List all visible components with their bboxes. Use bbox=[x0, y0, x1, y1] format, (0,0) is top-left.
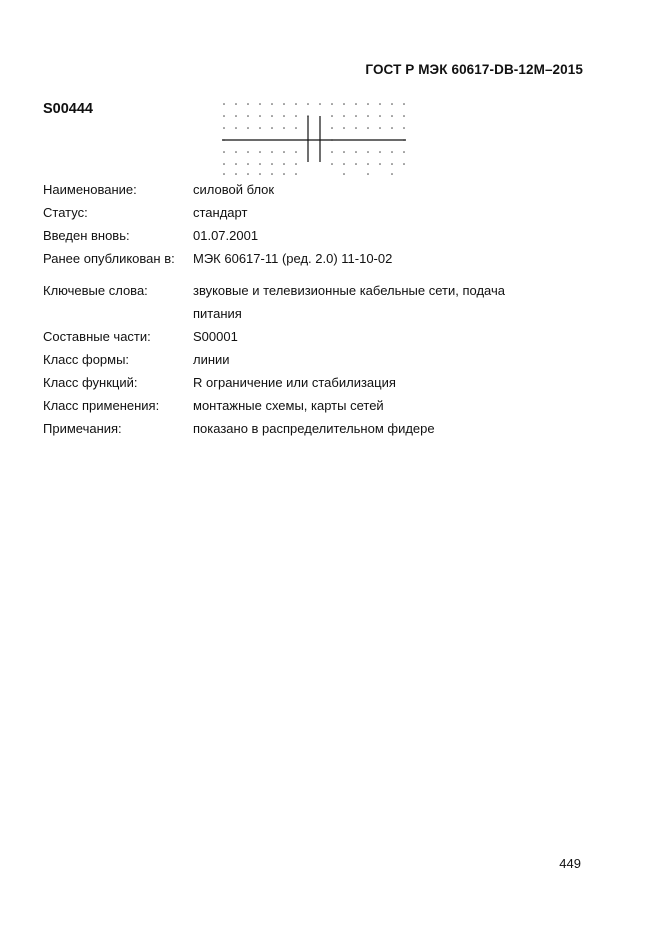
field-value: S00001 bbox=[193, 329, 238, 344]
page-number: 449 bbox=[559, 856, 581, 871]
field-label: Класс функций: bbox=[43, 375, 138, 390]
field-row-previously-published bbox=[43, 247, 563, 270]
field-value: монтажные схемы, карты сетей bbox=[193, 398, 384, 413]
field-value: МЭК 60617-11 (ред. 2.0) 11-10-02 bbox=[193, 251, 393, 266]
field-label: Статус: bbox=[43, 205, 88, 220]
field-row-shape-class bbox=[43, 348, 563, 371]
field-value: 01.07.2001 bbox=[193, 228, 259, 243]
field-value: линии bbox=[193, 352, 230, 367]
grid-dots bbox=[223, 103, 405, 175]
field-label: Наименование: bbox=[43, 182, 137, 197]
field-value: силовой блок bbox=[193, 182, 275, 197]
field-value: звуковые и телевизионные кабельные сети, подача питания bbox=[193, 283, 505, 321]
field-label: Введен вновь: bbox=[43, 228, 130, 243]
field-label: Примечания: bbox=[43, 421, 122, 436]
field-row-status bbox=[43, 201, 563, 224]
field-value: R ограничение или стабилизация bbox=[193, 375, 396, 390]
field-label: Ранее опубликован в: bbox=[43, 251, 175, 266]
symbol-lines bbox=[222, 116, 406, 162]
field-label: Класс формы: bbox=[43, 352, 130, 367]
field-label: Ключевые слова: bbox=[43, 283, 148, 298]
field-value: стандарт bbox=[193, 205, 248, 220]
field-row-keywords bbox=[43, 279, 563, 325]
symbol-code: S00444 bbox=[43, 101, 93, 117]
document-header: ГОСТ Р МЭК 60617-DB-12M–2015 bbox=[365, 62, 583, 77]
field-value: показано в распределительном фидере bbox=[193, 421, 435, 436]
field-row-introduced bbox=[43, 224, 563, 247]
field-row-function-class bbox=[43, 371, 563, 394]
field-row-components bbox=[43, 325, 563, 348]
field-row-name bbox=[43, 178, 563, 201]
field-label: Класс применения: bbox=[43, 398, 160, 413]
attribute-list bbox=[43, 178, 563, 440]
field-row-application-class bbox=[43, 394, 563, 417]
field-label: Составные части: bbox=[43, 329, 151, 344]
field-row-notes bbox=[43, 417, 563, 440]
power-unit-symbol-graphic bbox=[218, 100, 418, 176]
